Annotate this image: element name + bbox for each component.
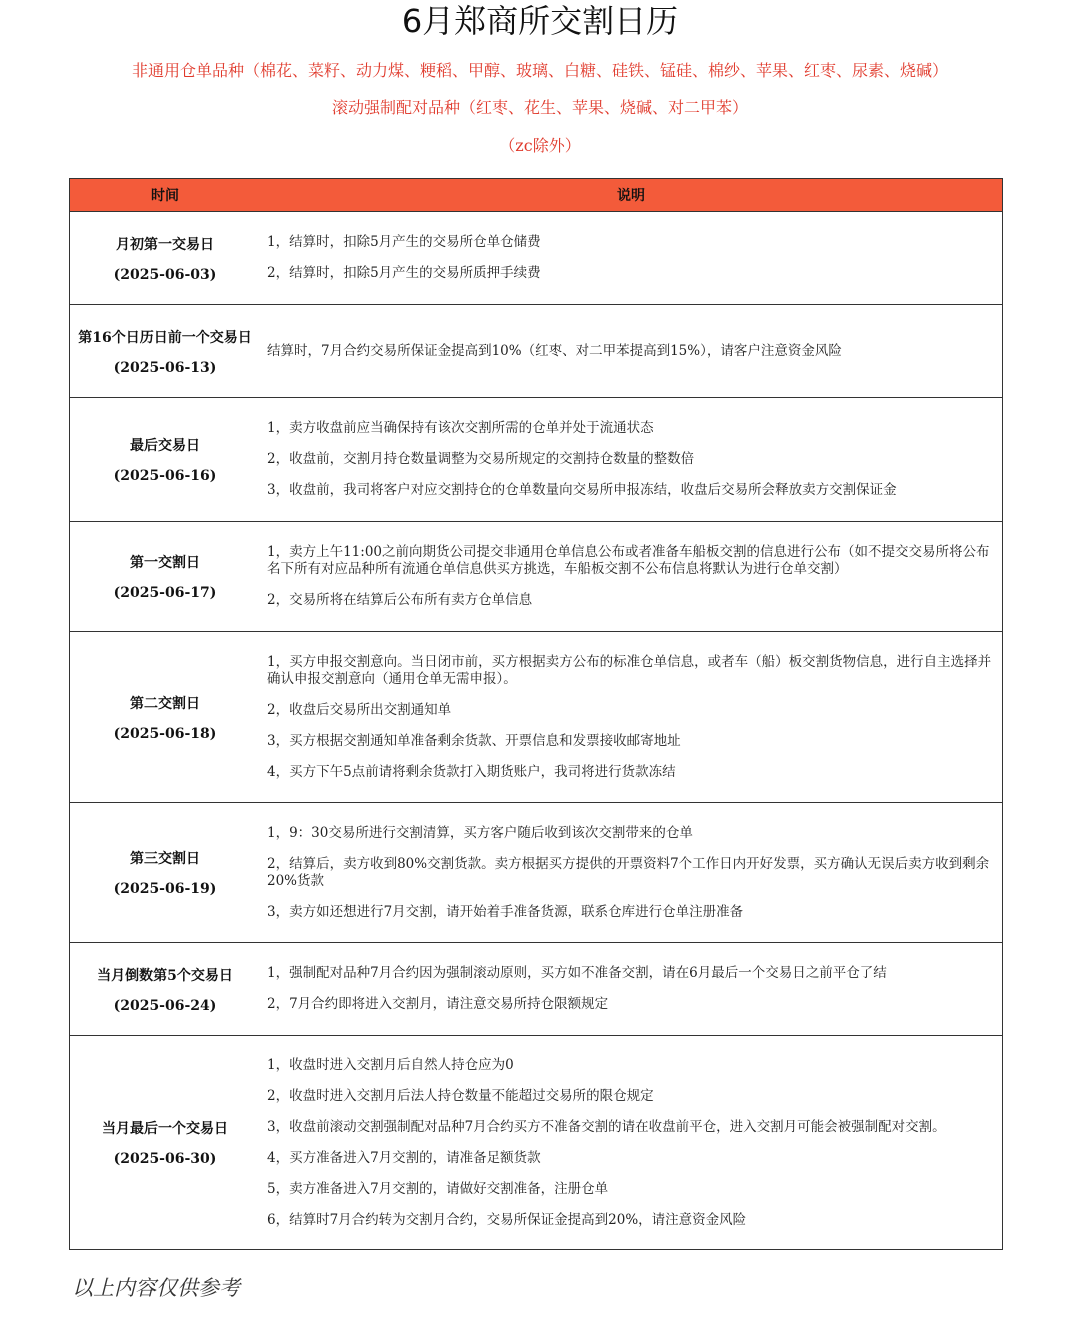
row-date: (2025-06-13) bbox=[113, 359, 217, 376]
list-item: 2，7月合约即将进入交割月，请注意交易所持仓限额规定 bbox=[267, 996, 609, 1012]
row-description-cell bbox=[260, 943, 1002, 1035]
row-time-cell bbox=[70, 212, 260, 304]
list-item: 3，卖方如还想进行7月交割，请开始着手准备货源，联系仓库进行仓单注册准备 bbox=[267, 903, 744, 920]
list-item: 2，结算时，扣除5月产生的交易所质押手续费 bbox=[267, 265, 541, 281]
list-item: 1，买方申报交割意向。当日闭市前，买方根据卖方公布的标准仓单信息，或者车（船）板交割货物信息，进行自主选择并确认申报交割意向（通用仓单无需申报）。 bbox=[267, 653, 992, 687]
row-date: (2025-06-30) bbox=[113, 1151, 217, 1167]
row-description-cell bbox=[260, 632, 1002, 802]
delivery-calendar-table bbox=[69, 178, 1003, 1250]
table-header bbox=[70, 179, 1002, 212]
row-time-cell bbox=[70, 398, 260, 521]
table-row bbox=[70, 943, 1002, 1036]
list-item: 4，买方准备进入7月交割的，请准备足额货款 bbox=[267, 1149, 541, 1166]
list-item: 3，收盘前滚动交割强制配对品种7月合约买方不准备交割的请在收盘前平仓，进入交割月可能会被强制配对交割。 bbox=[267, 1118, 946, 1135]
list-item: 1，卖方收盘前应当确保持有该次交割所需的仓单并处于流通状态 bbox=[267, 420, 654, 436]
table-row bbox=[70, 1036, 1002, 1249]
row-label: 第三交割日 bbox=[130, 851, 200, 867]
table-row bbox=[70, 522, 1002, 632]
row-date: (2025-06-18) bbox=[113, 725, 217, 742]
table-row bbox=[70, 212, 1002, 305]
row-date: (2025-06-24) bbox=[113, 997, 217, 1014]
list-item: 2，交易所将在结算后公布所有卖方仓单信息 bbox=[267, 592, 533, 608]
row-date: (2025-06-16) bbox=[113, 468, 217, 484]
table-row bbox=[70, 803, 1002, 943]
list-item: 1，卖方上午11:00之前向期货公司提交非通用仓单信息公布或者准备车船板交割的信息进行公布（如不提交交易所将公布名下所有对应品种所有流通仓单信息供买方挑选，车船板交割不公布信息将默认为进行仓单交割） bbox=[267, 544, 990, 577]
subtitle-non-generic-warrant: 非通用仓单品种（棉花、菜籽、动力煤、粳稻、甲醇、玻璃、白糖、硅铁、锰硅、棉纱、苹果、红枣、尿素、烧碱） bbox=[131, 61, 948, 80]
disclaimer-footer: 以上内容仅供参考 bbox=[72, 1276, 240, 1300]
row-date: (2025-06-03) bbox=[113, 266, 217, 283]
list-item: 3，收盘前，我司将客户对应交割持仓的仓单数量向交易所申报冻结，收盘后交易所会释放卖方交割保证金 bbox=[267, 482, 897, 498]
row-time-cell bbox=[70, 305, 260, 397]
row-time-cell bbox=[70, 803, 260, 942]
list-item: 结算时，7月合约交易所保证金提高到10%（红枣、对二甲苯提高到15%），请客户注意资金风险 bbox=[267, 342, 842, 359]
row-date: (2025-06-17) bbox=[113, 585, 217, 601]
row-label: 当月倒数第5个交易日 bbox=[97, 967, 233, 984]
row-label: 第16个日历日前一个交易日 bbox=[78, 329, 252, 346]
row-description-cell bbox=[260, 398, 1002, 521]
row-description-cell bbox=[260, 1036, 1002, 1249]
list-item: 4，买方下午5点前请将剩余货款打入期货账户，我司将进行货款冻结 bbox=[267, 763, 676, 780]
row-time-cell bbox=[70, 632, 260, 802]
list-item: 1，强制配对品种7月合约因为强制滚动原则，买方如不准备交割，请在6月最后一个交易日之前平仓了结 bbox=[267, 965, 887, 981]
subtitle-exception-note: （zc除外） bbox=[499, 136, 581, 155]
row-label: 当月最后一个交易日 bbox=[102, 1121, 228, 1137]
table-row bbox=[70, 398, 1002, 522]
subtitle-rolling-forced-pairing: 滚动强制配对品种（红枣、花生、苹果、烧碱、对二甲苯） bbox=[331, 98, 748, 117]
list-item: 2，收盘后交易所出交割通知单 bbox=[267, 701, 452, 718]
row-description-cell bbox=[260, 212, 1002, 304]
list-item: 1，9：30交易所进行交割清算，买方客户随后收到该次交割带来的仓单 bbox=[267, 824, 693, 841]
list-item: 2，结算后，卖方收到80%交割货款。卖方根据买方提供的开票资料7个工作日内开好发票，买方确认无误后卖方收到剩余20%货款 bbox=[267, 855, 990, 889]
page-title: 6月郑商所交割日历 bbox=[401, 2, 679, 40]
list-item: 3，买方根据交割通知单准备剩余货款、开票信息和发票接收邮寄地址 bbox=[267, 732, 681, 749]
row-date: (2025-06-19) bbox=[113, 881, 217, 897]
list-item: 2，收盘时进入交割月后法人持仓数量不能超过交易所的限仓规定 bbox=[267, 1087, 654, 1104]
list-item: 6，结算时7月合约转为交割月合约，交易所保证金提高到20%，请注意资金风险 bbox=[267, 1211, 747, 1228]
table-row bbox=[70, 632, 1002, 803]
header-description: 说明 bbox=[617, 188, 645, 204]
row-time-cell bbox=[70, 1036, 260, 1249]
row-time-cell bbox=[70, 943, 260, 1035]
row-label: 第一交割日 bbox=[130, 555, 200, 571]
table-row bbox=[70, 305, 1002, 398]
row-label: 月初第一交易日 bbox=[116, 236, 214, 253]
row-description-cell bbox=[260, 305, 1002, 397]
row-description-cell bbox=[260, 522, 1002, 631]
list-item: 2，收盘前，交割月持仓数量调整为交易所规定的交割持仓数量的整数倍 bbox=[267, 451, 695, 467]
row-time-cell bbox=[70, 522, 260, 631]
list-item: 1，结算时，扣除5月产生的交易所仓单仓储费 bbox=[267, 234, 541, 250]
list-item: 5，卖方准备进入7月交割的，请做好交割准备，注册仓单 bbox=[267, 1180, 609, 1197]
row-label: 第二交割日 bbox=[130, 695, 200, 712]
header-time: 时间 bbox=[151, 188, 179, 204]
row-description-cell bbox=[260, 803, 1002, 942]
row-label: 最后交易日 bbox=[130, 438, 200, 454]
list-item: 1，收盘时进入交割月后自然人持仓应为0 bbox=[267, 1056, 514, 1073]
